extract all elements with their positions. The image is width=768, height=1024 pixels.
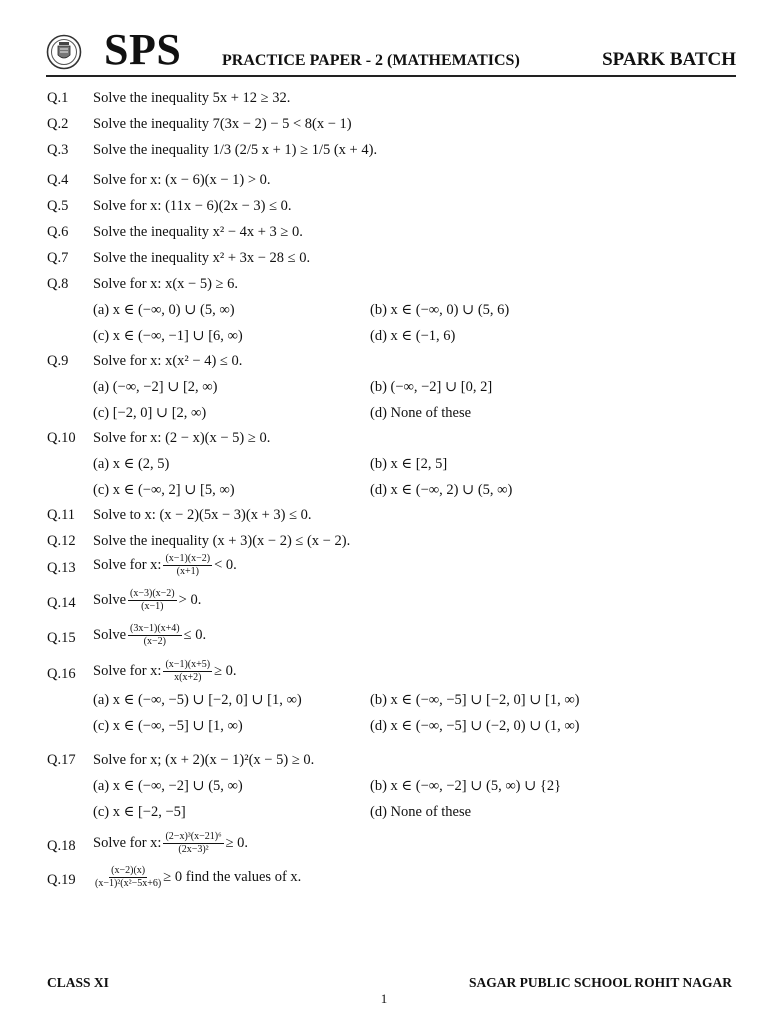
fraction [128,588,177,613]
option-c: (c) x ∈ [−2, −5] [93,804,186,820]
question-text [93,831,248,856]
school-crest-icon [46,34,82,70]
question-suffix: > 0. [178,592,202,608]
question-prefix: Solve for x: [93,557,162,573]
question-text: Solve the inequality (x + 3)(x − 2) ≤ (x − 2). [93,533,351,549]
question-prefix: Solve [93,592,127,608]
options-row [47,718,737,744]
footer-class: CLASS XI [47,975,109,990]
fraction-numerator: (3x−1)(x+4) [130,623,180,634]
option-c: (c) x ∈ (−∞, 2] ∪ [5, ∞) [93,482,235,498]
question-prefix: Solve for x: [93,663,162,679]
option-d: (d) x ∈ (−∞, −5] ∪ (−2, 0) ∪ (1, ∞) [370,718,580,734]
options-row [47,379,737,405]
options-row [47,692,737,718]
option-b: (b) x ∈ [2, 5] [370,456,448,472]
options-row [47,482,737,508]
question-text: Solve for x: (11x − 6)(2x − 3) ≤ 0. [93,198,292,214]
fraction-numerator: (x−2)(x) [111,865,146,876]
question-number: Q.18 [47,838,76,854]
fraction [163,659,212,684]
options-row [47,302,737,328]
option-a: (a) x ∈ (−∞, −5) ∪ [−2, 0] ∪ [1, ∞) [93,692,302,708]
options-row [47,778,737,804]
option-c: (c) x ∈ (−∞, −1] ∪ [6, ∞) [93,328,243,344]
fraction-denominator: (x−1)²(x²−5x+6) [95,878,162,889]
question-number: Q.9 [47,353,69,369]
question-number: Q.12 [47,533,76,549]
header-divider [46,75,736,77]
question-suffix: ≥ 0. [225,835,249,851]
options-row [47,405,737,431]
question-text: Solve for x: x(x − 5) ≥ 6. [93,276,239,292]
option-d: (d) x ∈ (−1, 6) [370,328,456,344]
page-number: 1 [380,991,388,1006]
question-text: Solve the inequality 7(3x − 2) − 5 < 8(x − 1) [93,116,352,132]
question-prefix: Solve [93,627,127,643]
option-b: (b) (−∞, −2] ∪ [0, 2] [370,379,493,395]
question-number: Q.14 [47,595,76,611]
option-a: (a) (−∞, −2] ∪ [2, ∞) [93,379,218,395]
fraction-denominator: (x−1) [141,601,164,612]
option-c: (c) x ∈ (−∞, −5] ∪ [1, ∞) [93,718,243,734]
question-number: Q.10 [47,430,76,446]
option-b: (b) x ∈ (−∞, −5] ∪ [−2, 0] ∪ [1, ∞) [370,692,580,708]
brand-title: SPS [104,25,182,74]
option-a: (a) x ∈ (2, 5) [93,456,170,472]
question-suffix: < 0. [214,557,237,573]
options-row [47,456,737,482]
page-header [46,25,736,74]
question-text: Solve to x: (x − 2)(5x − 3)(x + 3) ≤ 0. [93,507,312,523]
question-text [93,553,237,578]
question-number: Q.19 [47,872,76,888]
paper-title: PRACTICE PAPER - 2 (MATHEMATICS) [222,52,520,69]
fraction-denominator: (x+1) [176,566,199,577]
question-number: Q.1 [47,90,69,106]
question-text: Solve for x: (2 − x)(x − 5) ≥ 0. [93,430,271,446]
fraction [163,553,212,578]
options-row [47,804,737,830]
fraction-numerator: (x−1)(x−2) [165,553,211,564]
question-text: Solve the inequality 5x + 12 ≥ 32. [93,90,291,106]
batch-title: SPARK BATCH [602,49,736,70]
question-number: Q.3 [47,142,69,158]
option-b: (b) x ∈ (−∞, −2] ∪ (5, ∞) ∪ {2} [370,778,562,794]
question-number: Q.6 [47,224,69,240]
question-number: Q.17 [47,752,76,768]
fraction-numerator: (2−x)³(x−21)⁶ [165,831,222,842]
question-text [93,588,201,613]
option-d: (d) None of these [370,804,472,820]
question-suffix: ≥ 0 find the values of x. [163,869,302,885]
option-a: (a) x ∈ (−∞, −2] ∪ (5, ∞) [93,778,243,794]
question-number: Q.7 [47,250,69,266]
question-text: Solve the inequality x² − 4x + 3 ≥ 0. [93,224,303,240]
question-text [93,659,237,684]
option-c: (c) [−2, 0] ∪ [2, ∞) [93,405,207,421]
question-text: Solve the inequality x² + 3x − 28 ≤ 0. [93,250,311,266]
fraction-denominator: (2x−3)² [178,844,209,855]
option-b: (b) x ∈ (−∞, 0) ∪ (5, 6) [370,302,510,318]
fraction-denominator: (x−2) [143,636,166,647]
options-row [47,328,737,354]
fraction-denominator: x(x+2) [174,672,202,683]
question-text [93,623,206,648]
question-prefix: Solve for x: [93,835,162,851]
option-d: (d) None of these [370,405,472,421]
fraction [163,831,223,856]
fraction-numerator: (x−3)(x−2) [130,588,175,599]
question-suffix: ≤ 0. [183,627,207,643]
question-text [93,865,301,890]
question-number: Q.11 [47,507,76,523]
fraction-numerator: (x−1)(x+5) [165,659,211,670]
fraction [95,865,161,890]
question-text: Solve for x; (x + 2)(x − 1)²(x − 5) ≥ 0. [93,752,315,768]
question-text: Solve the inequality 1/3 (2/5 x + 1) ≥ 1/5 (x + 4). [93,142,378,158]
question-number: Q.15 [47,630,76,646]
question-number: Q.13 [47,560,76,576]
question-number: Q.16 [47,666,76,682]
question-suffix: ≥ 0. [214,663,237,679]
question-text: Solve for x: x(x² − 4) ≤ 0. [93,353,243,369]
footer-school: SAGAR PUBLIC SCHOOL ROHIT NAGAR [468,975,732,990]
question-number: Q.8 [47,276,69,292]
option-d: (d) x ∈ (−∞, 2) ∪ (5, ∞) [370,482,513,498]
question-number: Q.2 [47,116,69,132]
option-a: (a) x ∈ (−∞, 0) ∪ (5, ∞) [93,302,235,318]
question-text: Solve for x: (x − 6)(x − 1) > 0. [93,172,271,188]
question-number: Q.5 [47,198,69,214]
fraction [128,623,182,648]
question-number: Q.4 [47,172,69,188]
